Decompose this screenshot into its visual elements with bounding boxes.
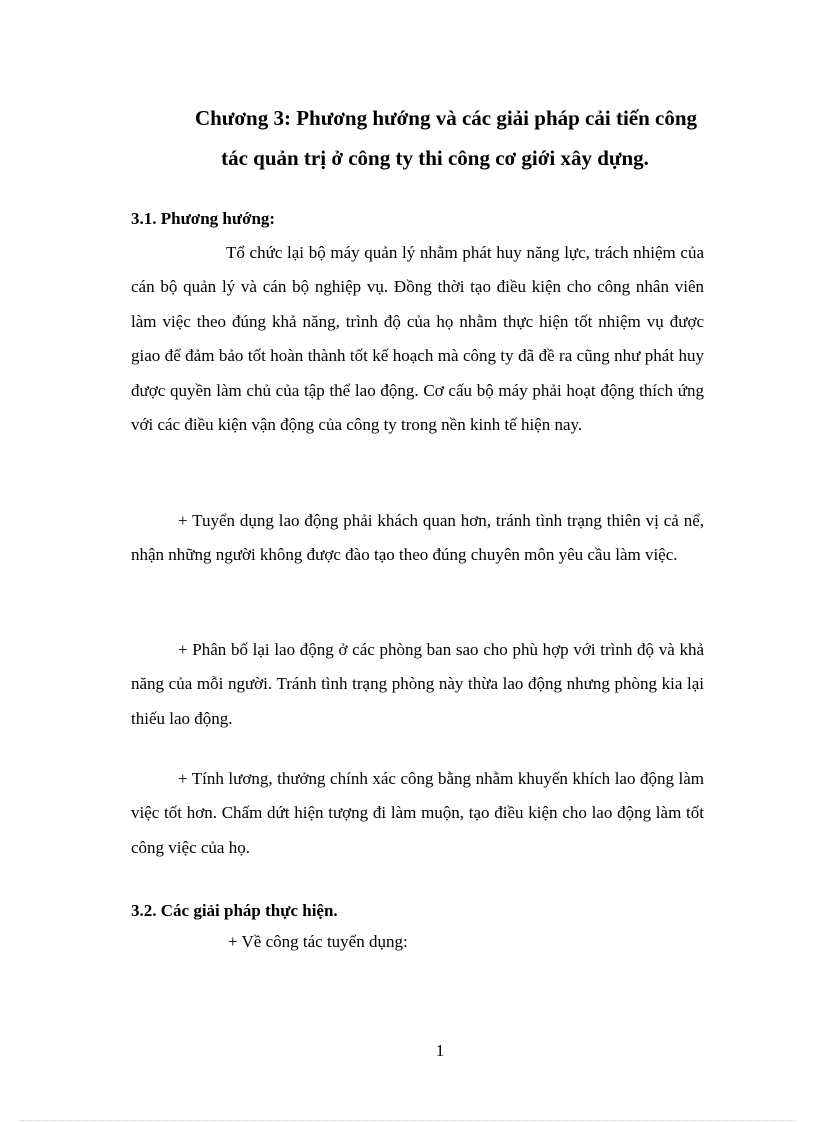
bullet-salary: + Tính lương, thưởng chính xác công bằng nhằm khuyến khích lao động làm việc tốt hơn. Chấm dứt hiện tượng đi làm muộn, tạo điều kiện cho lao động làm tốt công việc của họ. [131,769,704,857]
sub-item-recruitment-work: + Về công tác tuyển dụng: [228,932,408,951]
chapter-title [130,98,750,178]
section-3-2-heading: 3.2. Các giải pháp thực hiện. [131,901,338,920]
section-3-1-paragraph: Tổ chức lại bộ máy quản lý nhằm phát huy năng lực, trách nhiệm của cán bộ quản lý và cán bộ nghiệp vụ. Đồng thời tạo điều kiện cho công nhân viên làm việc theo đúng khả năng, trình độ của họ nhằm thực hiện tốt nhiệm vụ được giao để đảm bảo tốt hoàn thành tốt kế hoạch mà công ty đã đề ra cũng như phát huy được quyền làm chủ của tập thể lao động. Cơ cấu bộ máy phải hoạt động thích ứng với các điều kiện vận động của công ty trong nền kinh tế hiện nay. [131,243,704,435]
page-number: 1 [435,1041,445,1060]
section-3-1-heading: 3.1. Phương hướng: [131,209,276,228]
bullet-recruitment: + Tuyển dụng lao động phải khách quan hơn, tránh tình trạng thiên vị cả nể, nhận những người không được đào tạo theo đúng chuyên môn yêu cầu làm việc. [131,511,704,565]
chapter-title-line-1: Chương 3: Phương hướng và các giải pháp cải tiến công [194,106,698,130]
chapter-title-line-2: tác quản trị ở công ty thi công cơ giới xây dựng. [221,146,649,170]
footer-divider [20,1120,796,1121]
bullet-redistribution: + Phân bố lại lao động ở các phòng ban sao cho phù hợp với trình độ và khả năng của mỗi người. Tránh tình trạng phòng này thừa lao động nhưng phòng kia lại thiếu lao động. [131,640,704,728]
